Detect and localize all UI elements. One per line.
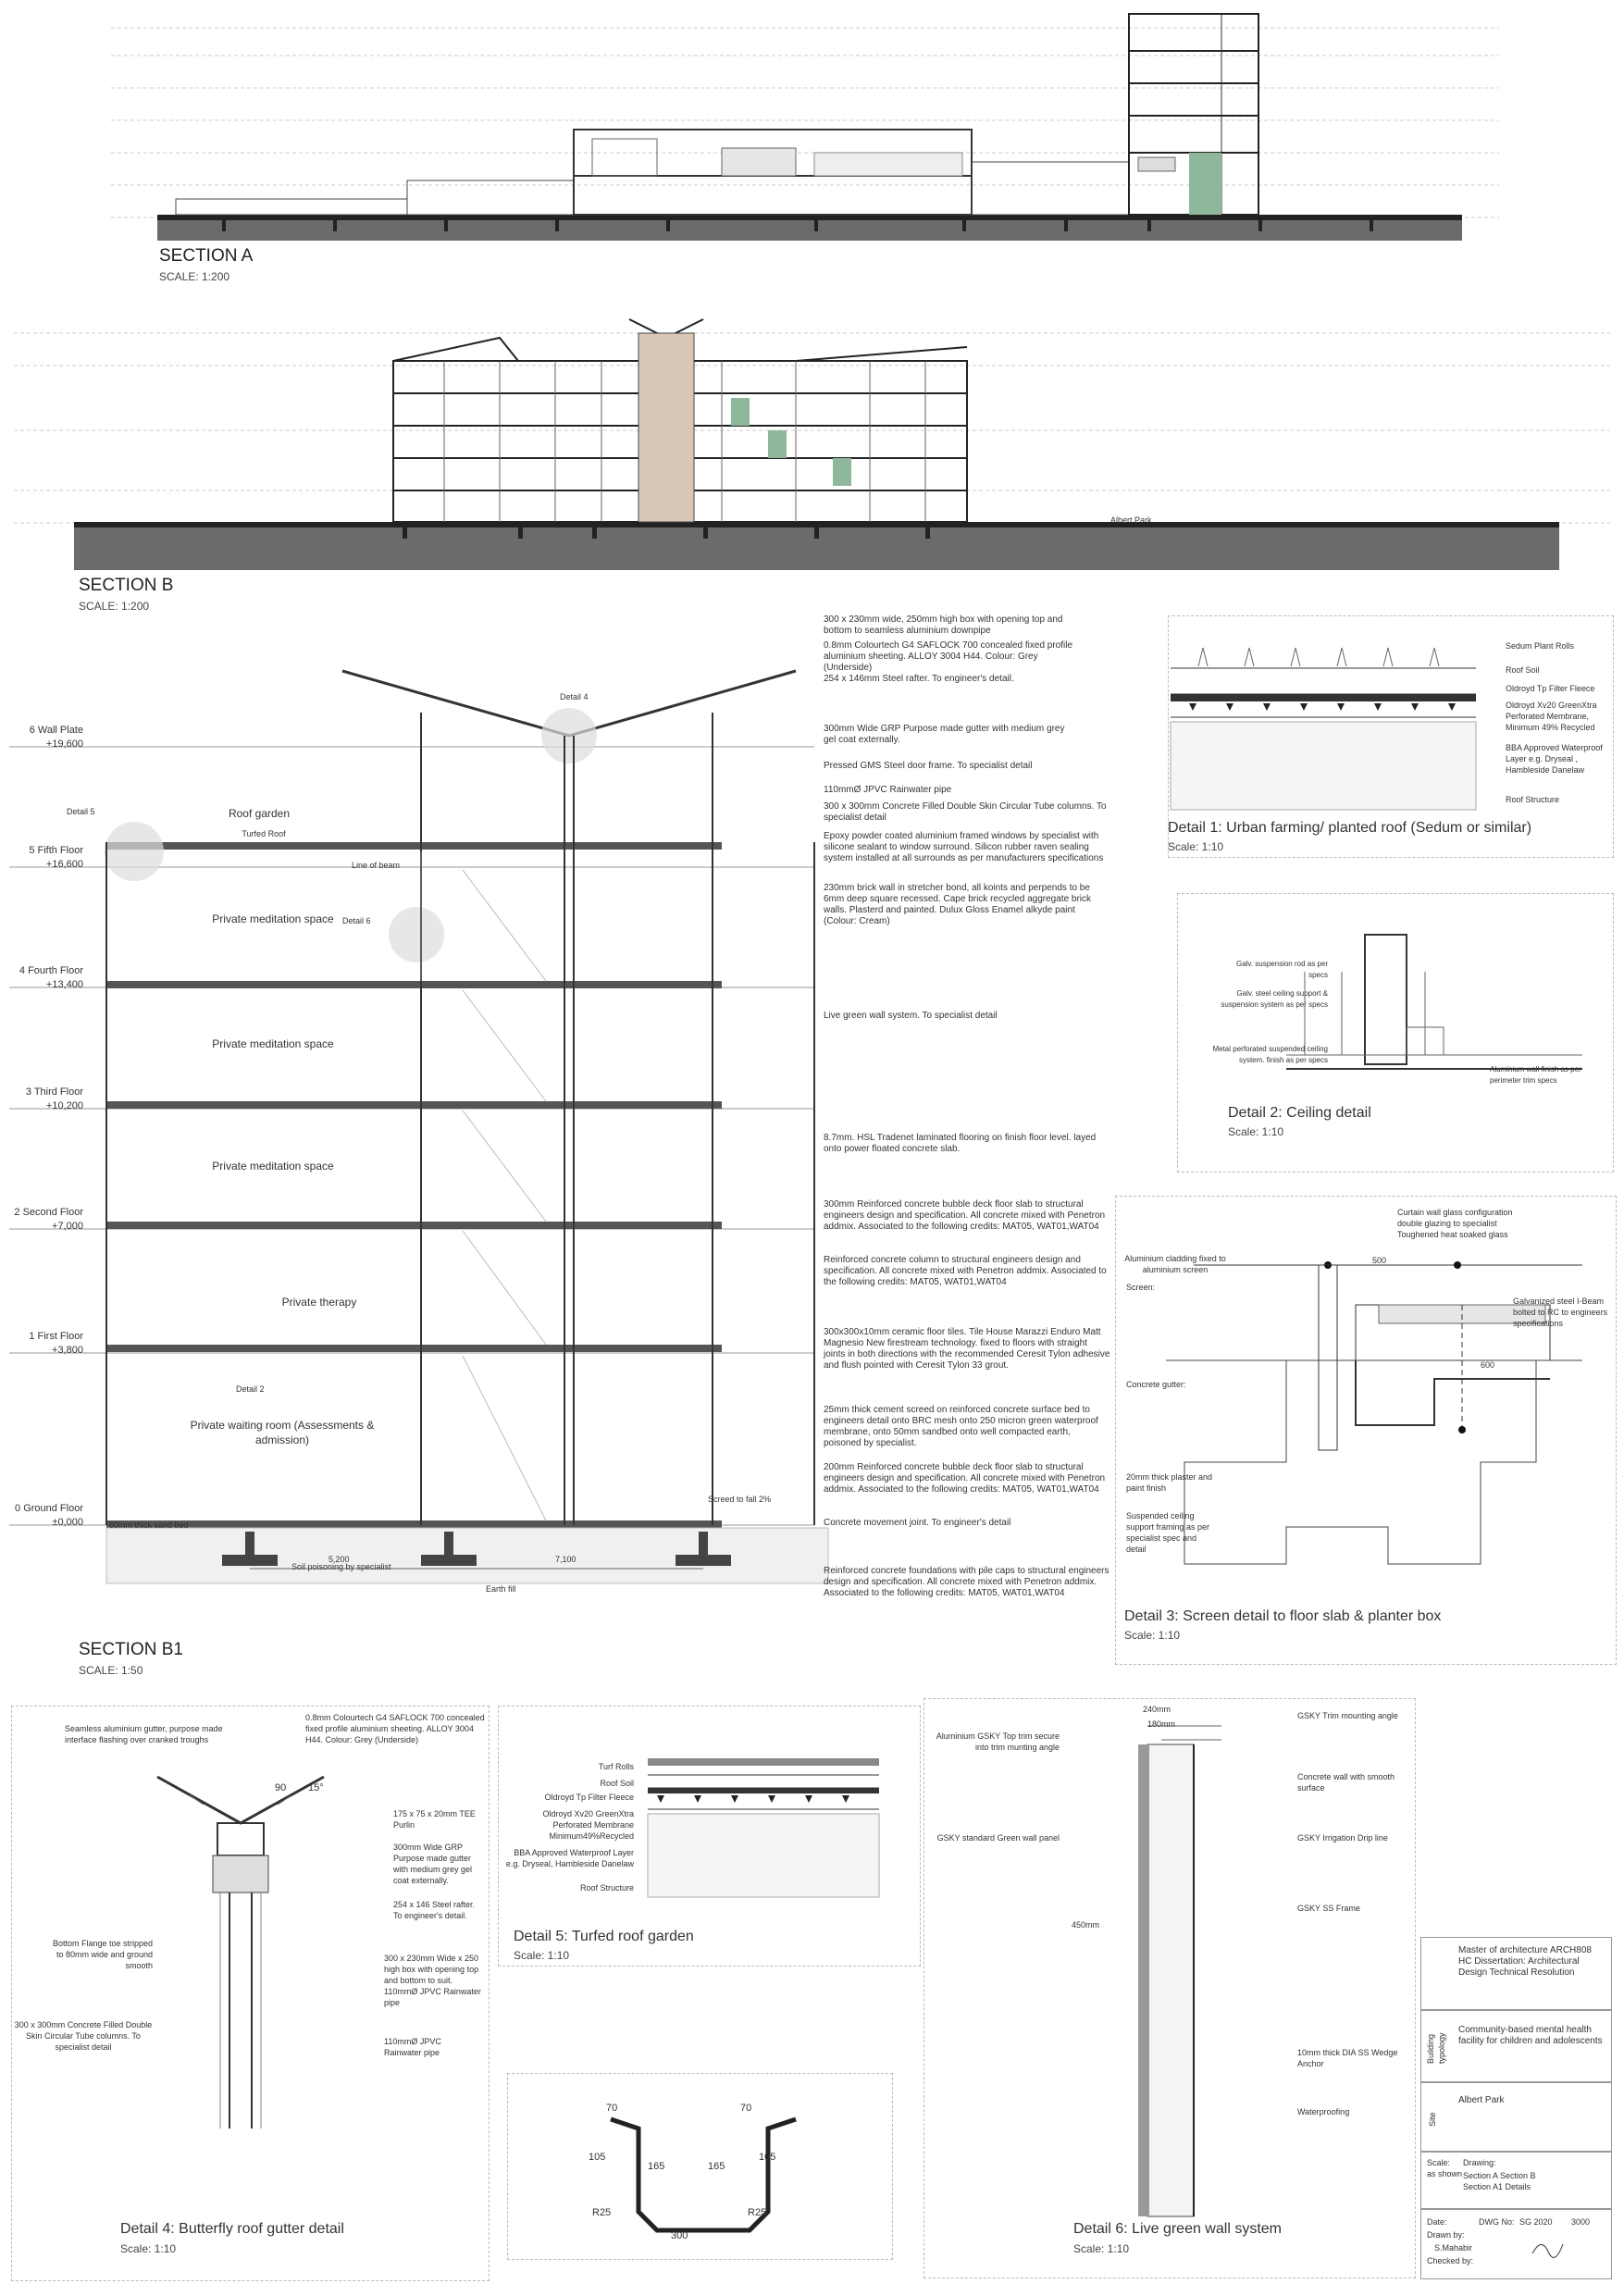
tb-site-cell <box>1420 2081 1612 2153</box>
level-4-value: +13,400 <box>45 979 83 990</box>
detail-4-scale: Scale: 1:10 <box>120 2242 177 2255</box>
detail-4-title: Detail 4: Butterfly roof gutter detail <box>120 2221 344 2237</box>
tb-typology-label: Building typology <box>1426 2032 1446 2064</box>
section-b1-drawing <box>0 629 833 1601</box>
d6-dim-240: 240mm <box>1143 1705 1172 1714</box>
d2-label-1: Galv. suspension rod as per specs <box>1235 960 1328 979</box>
d5-label-6: Roof Structure <box>579 1883 634 1893</box>
section-a-drawing <box>0 0 1624 241</box>
gutter-profile-drawing <box>583 2101 824 2249</box>
gp-dim-165-a: 165 <box>648 2161 665 2172</box>
d5-label-1: Turf Rolls <box>598 1762 634 1771</box>
level-5-name: 5 Fifth Floor <box>29 845 83 856</box>
note-10: Live green wall system. To specialist detail <box>824 1011 998 1021</box>
soil-poisoning-label: Soil poisoning by specialist <box>291 1562 391 1571</box>
level-6-name: 6 Wall Plate <box>29 725 83 736</box>
room-meditation-3: Private meditation space <box>212 1160 334 1173</box>
section-a-title: SECTION A <box>159 246 254 266</box>
d1-label-6: Roof Structure <box>1506 795 1560 804</box>
detail-3-scale: Scale: 1:10 <box>1124 1629 1181 1642</box>
level-2-value: +7,000 <box>52 1221 83 1232</box>
d4-angle-90: 90 <box>275 1782 287 1793</box>
gp-dim-300: 300 <box>671 2230 688 2241</box>
d5-label-2: Roof Soil <box>600 1779 634 1788</box>
note-6: 110mmØ JPVC Rainwater pipe <box>824 785 952 795</box>
tb-drawn-label: Drawn by: <box>1427 2230 1465 2240</box>
tb-sheet: 3000 <box>1571 2217 1591 2227</box>
note-17: Concrete movement joint. To engineer's detail <box>824 1518 1011 1528</box>
d4-label-5: 254 x 146 Steel rafter. To engineer's detail. <box>393 1900 476 1920</box>
d6-label-4: GSKY standard Green wall panel <box>936 1833 1060 1843</box>
gp-dim-105-b: 105 <box>759 2152 776 2163</box>
gp-dim-70-a: 70 <box>606 2103 618 2114</box>
d3-label-6: 20mm thick plaster and paint finish <box>1126 1472 1213 1493</box>
d2-label-2: Galv. steel ceiling support & suspension system as per specs <box>1221 989 1328 1009</box>
detail-6-title: Detail 6: Live green wall system <box>1073 2221 1282 2237</box>
tb-checked-label: Checked by: <box>1427 2256 1474 2265</box>
room-meditation-4: Private meditation space <box>212 1037 334 1050</box>
d4-label-9: 110mmØ JPVC Rainwater pipe <box>384 2037 441 2057</box>
section-b1-scale: SCALE: 1:50 <box>79 1664 143 1677</box>
line-of-beam-label: Line of beam <box>352 861 401 870</box>
note-18: Reinforced concrete foundations with pile caps to structural engineers design and specification. All concrete mixed with Penetron addmix. Associated to the following credits: MAT05, WAT01,WAT04 <box>824 1566 1110 1598</box>
tb-drawings: Section A Section B Section A1 Details <box>1463 2171 1536 2191</box>
tb-typology: Community-based mental health facility for children and adolescents <box>1458 2025 1603 2046</box>
detail-5-drawing <box>648 1758 879 1906</box>
note-2: 0.8mm Colourtech G4 SAFLOCK 700 concealed fixed profile aluminium sheeting. ALLOY 3004 H44. Colour: Grey (Underside) <box>824 640 1073 673</box>
detail-1-drawing <box>1171 629 1476 814</box>
sandbed-label: 60mm thick sand bed <box>109 1520 189 1530</box>
note-14: 300x300x10mm ceramic floor tiles. Tile House Marazzi Enduro Matt Magnesio New firestream technology. fixed to floors with straight joints in both directions with the recommended Ceresit Tylon adhesive and flush pointed with Ceresit Tylon 33 grout. <box>824 1327 1110 1371</box>
note-12: 300mm Reinforced concrete bubble deck floor slab to structural engineers design and specification. All concrete mixed with Penetron addmix. Associated to the following credits: MAT05, WAT01,WAT04 <box>824 1199 1106 1232</box>
dim-7100: 7,100 <box>555 1555 576 1564</box>
detail-5-title: Detail 5: Turfed roof garden <box>514 1929 694 1944</box>
d6-dim-450: 450mm <box>1072 1920 1100 1930</box>
d1-label-4: Oldroyd Xv20 GreenXtra Perforated Membrane, Minimum 49% Recycled <box>1506 701 1597 732</box>
note-16: 200mm Reinforced concrete bubble deck floor slab to structural engineers design and specification. All concrete mixed with Penetron addmix. Associated to the following credits: MAT05, WAT01,WAT04 <box>824 1462 1106 1495</box>
detail-5-scale: Scale: 1:10 <box>514 1949 570 1962</box>
tb-dwg-no: SG 2020 <box>1519 2217 1553 2227</box>
d2-label-4: Aluminium wall finish as per perimeter trim specs <box>1490 1065 1581 1085</box>
d5-label-3: Oldroyd Tp Filter Fleece <box>544 1793 634 1802</box>
d4-label-6: Bottom Flange toe stripped to 80mm wide and ground smooth <box>52 1939 153 1970</box>
detail-2-scale: Scale: 1:10 <box>1228 1125 1284 1138</box>
tb-site: Albert Park <box>1458 2095 1505 2105</box>
gp-dim-70-b: 70 <box>740 2103 752 2114</box>
d6-label-5: GSKY Irrigation Drip line <box>1297 1833 1388 1843</box>
marker-detail2: Detail 2 <box>236 1384 265 1394</box>
d4-label-1: Seamless aluminium gutter, purpose made interface flashing over cranked troughs <box>65 1724 223 1744</box>
marker-detail6: Detail 6 <box>342 916 371 925</box>
note-4: 300mm Wide GRP Purpose made gutter with medium grey gel coat externally. <box>824 724 1065 745</box>
section-b-title: SECTION B <box>79 576 174 595</box>
tb-course: Master of architecture ARCH808 HC Dissertation: Architectural Design Technical Resolution <box>1458 1945 1592 1978</box>
d4-label-7: 300 x 230mm Wide x 250 high box with opening top and bottom to suit. 110mmØ JPVC Rainwater pipe <box>384 1954 481 2007</box>
level-3-value: +10,200 <box>45 1100 83 1111</box>
signature-mark-icon <box>1528 2235 1565 2263</box>
d6-label-6: GSKY SS Frame <box>1297 1904 1360 1913</box>
level-3-name: 3 Third Floor <box>25 1086 83 1098</box>
d5-label-4: Oldroyd Xv20 GreenXtra Perforated Membrane Minimum49%Recycled <box>542 1809 634 1841</box>
room-therapy: Private therapy <box>281 1296 357 1309</box>
d3-label-7: Suspended ceiling support framing as per specialist spec and detail <box>1126 1511 1210 1554</box>
d3-dim-600: 600 <box>1481 1360 1495 1370</box>
level-2-name: 2 Second Floor <box>14 1207 83 1218</box>
detail-2-title: Detail 2: Ceiling detail <box>1228 1105 1371 1121</box>
level-1-value: +3,800 <box>52 1345 83 1356</box>
tb-drawing-label: Drawing: <box>1463 2158 1496 2167</box>
d6-label-3: Concrete wall with smooth surface <box>1297 1772 1395 1793</box>
detail-3-title: Detail 3: Screen detail to floor slab & planter box <box>1124 1608 1442 1624</box>
room-roof-garden: Roof garden <box>228 807 291 820</box>
tb-dwg-label: DWG No: <box>1479 2217 1515 2227</box>
note-15: 25mm thick cement screed on reinforced concrete surface bed to engineers detail onto BRC mesh onto 250 micron green waterproof membrane, onto 50mm sandbed onto well compacted earth, poisoned by specialist. <box>824 1405 1098 1448</box>
detail-1-scale: Scale: 1:10 <box>1168 840 1224 853</box>
room-meditation-5: Private meditation space <box>212 912 334 925</box>
d6-label-7: 10mm thick DIA SS Wedge Anchor <box>1297 2048 1398 2068</box>
section-b-scale: SCALE: 1:200 <box>79 600 150 613</box>
d2-label-3: Metal perforated suspended ceiling system. finish as per specs <box>1212 1045 1328 1064</box>
tb-scale-label: Scale: <box>1427 2158 1451 2167</box>
note-9: 230mm brick wall in stretcher bond, all koints and perpends to be 6mm deep square recessed. Cape brick recycled aggregate brick walls. Plasterd and painted. Dulux Gloss Enamel alkyde paint (Colour: Cream) <box>824 883 1092 926</box>
gp-dim-165-b: 165 <box>708 2161 725 2172</box>
room-turfed-roof: Turfed Roof <box>242 829 286 838</box>
level-0-name: 0 Ground Floor <box>15 1503 83 1514</box>
detail-3-drawing <box>1157 1231 1601 1601</box>
tb-scale-value: as shown <box>1427 2169 1463 2178</box>
d3-label-1: Curtain wall glass configuration double glazing to specialist Toughened heat soaked glass <box>1397 1208 1513 1239</box>
d6-label-2: GSKY Trim mounting angle <box>1297 1711 1398 1720</box>
tb-typology-cell <box>1420 2009 1612 2083</box>
d1-label-1: Sedum Plant Rolls <box>1506 641 1575 651</box>
d3-label-4: Screen: <box>1126 1283 1156 1292</box>
d4-label-8: 300 x 300mm Concrete Filled Double Skin Circular Tube columns. To specialist detail <box>14 2020 153 2052</box>
detail-6-drawing <box>1120 1717 1231 2226</box>
screed-fall-label: Screed to fall 2% <box>708 1495 772 1504</box>
marker-detail4: Detail 4 <box>560 692 589 701</box>
d4-label-4: 300mm Wide GRP Purpose made gutter with medium grey gel coat externally. <box>393 1843 473 1885</box>
section-a-scale: SCALE: 1:200 <box>159 270 230 283</box>
section-b-site-label: Albert Park <box>1110 515 1152 525</box>
d5-label-5: BBA Approved Waterproof Layer e.g. Dryseal, Hambleside Danelaw <box>505 1848 634 1868</box>
section-b-drawing <box>0 296 1624 574</box>
marker-detail5: Detail 5 <box>67 807 95 816</box>
tb-drawn-by: S.Mahabir <box>1434 2243 1473 2253</box>
d4-label-3: 175 x 75 x 20mm TEE Purlin <box>393 1809 476 1830</box>
d4-label-2: 0.8mm Colourtech G4 SAFLOCK 700 concealed fixed profile aluminium sheeting. ALLOY 3004 H44. Colour: Grey (Underside) <box>305 1713 485 1744</box>
section-b1-title: SECTION B1 <box>79 1640 183 1659</box>
tb-date-label: Date: <box>1427 2217 1447 2227</box>
d6-dim-180: 180mm <box>1147 1719 1176 1729</box>
gp-dim-r25-a: R25 <box>592 2207 612 2218</box>
level-5-value: +16,600 <box>45 859 83 870</box>
dim-5200: 5,200 <box>329 1555 350 1564</box>
d3-label-5: Concrete gutter: <box>1126 1380 1186 1389</box>
d3-label-3: Galvanized steel I-Beam bolted to RC to engineers specifications <box>1513 1297 1608 1328</box>
d4-angle-15: 15° <box>308 1782 324 1793</box>
level-4-name: 4 Fourth Floor <box>19 965 83 976</box>
d3-dim-500: 500 <box>1372 1256 1387 1265</box>
tb-meta-cell <box>1420 2208 1612 2279</box>
gp-dim-r25-b: R25 <box>748 2207 767 2218</box>
note-8: Epoxy powder coated aluminium framed windows by specialist with silicone sealant to window surround. Silicon rubber raven sealing system installed at all surrounds as per manufacturers specifications <box>824 831 1104 863</box>
earth-fill-label: Earth fill <box>486 1584 516 1594</box>
tb-site-label: Site <box>1428 2112 1437 2127</box>
d1-label-3: Oldroyd Tp Filter Fleece <box>1506 684 1595 693</box>
gp-dim-105-a: 105 <box>589 2152 606 2163</box>
detail-6-scale: Scale: 1:10 <box>1073 2242 1130 2255</box>
detail-1-title: Detail 1: Urban farming/ planted roof (Sedum or similar) <box>1168 820 1532 836</box>
level-6-value: +19,600 <box>45 738 83 750</box>
d6-label-8: Waterproofing <box>1297 2107 1350 2116</box>
tb-course-cell <box>1420 1937 1612 2011</box>
d1-label-5: BBA Approved Waterproof Layer e.g. Dryseal , Hambleside Danelaw <box>1506 743 1603 775</box>
detail-4-drawing <box>139 1749 435 2138</box>
note-7: 300 x 300mm Concrete Filled Double Skin Circular Tube columns. To specialist detail <box>824 801 1107 823</box>
note-5: Pressed GMS Steel door frame. To specialist detail <box>824 761 1033 771</box>
note-13: Reinforced concrete column to structural engineers design and specification. All concrete mixed with Penetron addmix. Associated to the following credits: MAT05, WAT01,WAT04 <box>824 1255 1107 1287</box>
note-3: 254 x 146mm Steel rafter. To engineer's detail. <box>824 674 1014 684</box>
d6-label-1: Aluminium GSKY Top trim secure into trim munting angle <box>936 1731 1060 1752</box>
d3-label-2: Aluminium cladding fixed to aluminium screen <box>1124 1254 1226 1274</box>
level-1-name: 1 First Floor <box>29 1331 83 1342</box>
room-waiting: Private waiting room (Assessments & admission) <box>190 1419 375 1446</box>
note-1: 300 x 230mm wide, 250mm high box with opening top and bottom to seamless aluminium downpipe <box>824 614 1063 636</box>
level-0-value: ±0,000 <box>52 1517 83 1528</box>
note-11: 8.7mm. HSL Tradenet laminated flooring on finish floor level. layed onto power floated concrete slab. <box>824 1133 1097 1154</box>
tb-scale-cell <box>1420 2151 1612 2210</box>
d1-label-2: Roof Soil <box>1506 665 1540 675</box>
